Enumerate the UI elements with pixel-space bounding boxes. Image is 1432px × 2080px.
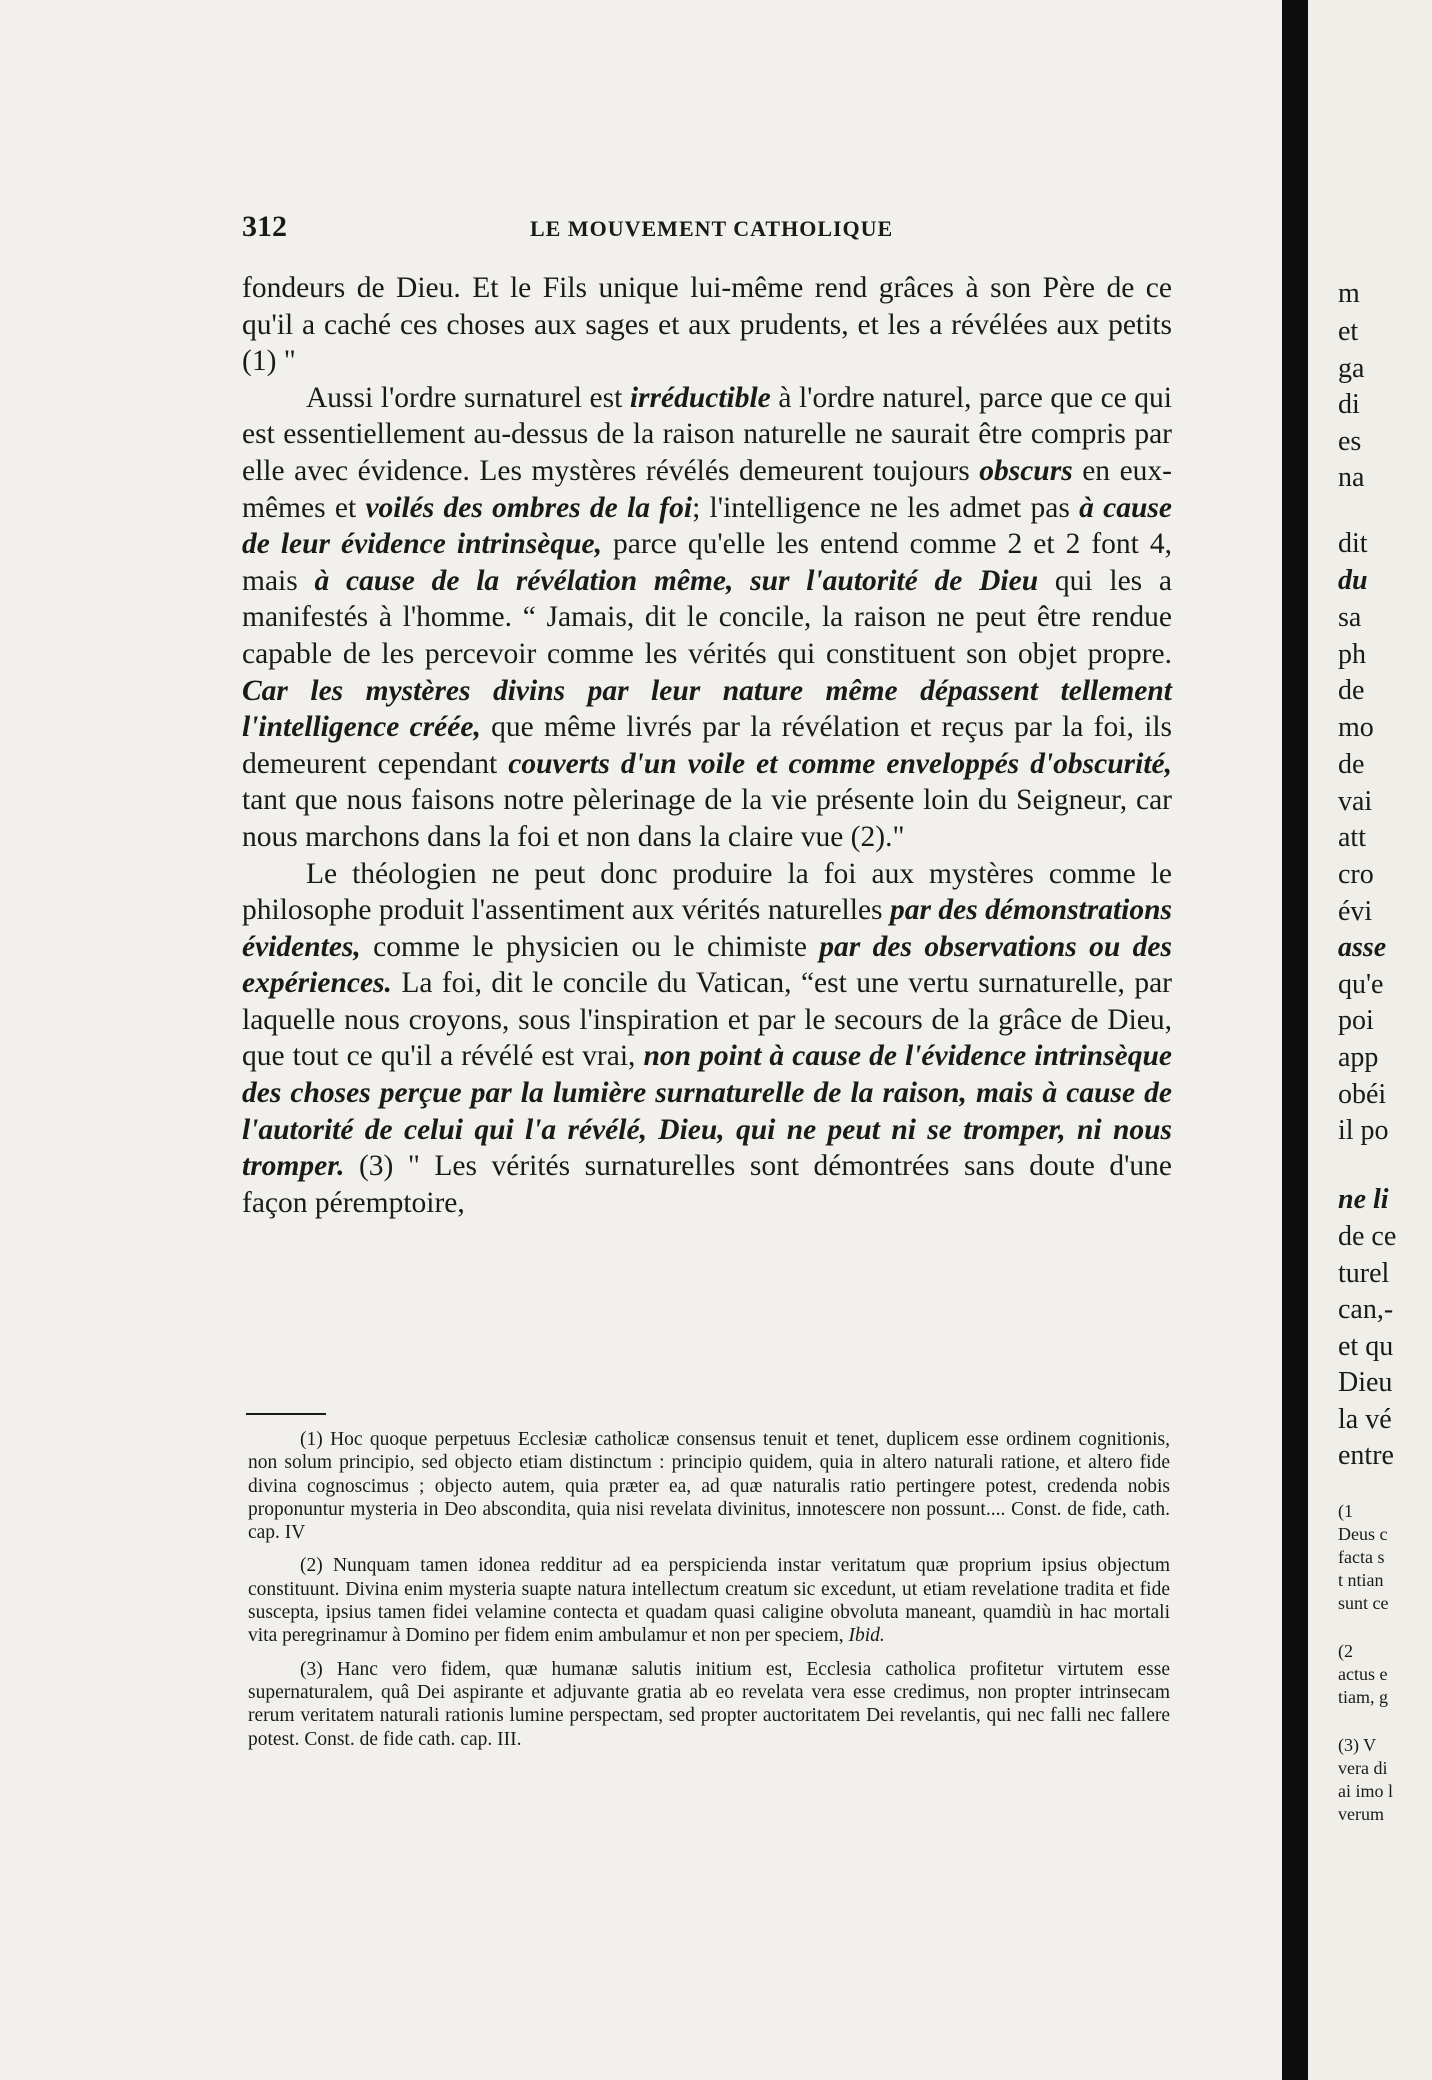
- facing-page-text-fragment: qu'e: [1338, 969, 1384, 1000]
- facing-page-text-fragment: vera di: [1338, 1758, 1388, 1778]
- facing-page-text-fragment: obéi: [1338, 1079, 1387, 1110]
- facing-page-text-fragment: ne li: [1338, 1184, 1389, 1215]
- text-run: que même livrés par la révélation et reçus par la foi, ils demeurent cependant: [242, 711, 1172, 780]
- paragraph-1: fondeurs de Dieu. Et le Fils unique lui-même rend grâces à son Père de ce qu'il a caché ces choses aux sages et aux prudents, et les a révélées aux petits (1) ": [242, 272, 1172, 378]
- facing-page-text-fragment: cro: [1338, 859, 1374, 890]
- facing-page-text-fragment: di: [1338, 389, 1360, 420]
- facing-page-text-fragment: Deus c: [1338, 1524, 1388, 1544]
- facing-page-text-fragment: vai: [1338, 786, 1373, 817]
- italic-run: Car les mystères divins par leur nature même dépassent tellement l'intelligence créée,: [242, 674, 1172, 744]
- facing-page-text-fragment: évi: [1338, 896, 1373, 927]
- text-run: à l'ordre naturel, parce que ce qui est essentiellement au-dessus de la raison naturelle ne saurait être compris par elle avec évidence. Les mystères révélés demeurent toujours: [242, 381, 1172, 487]
- facing-page-text-fragment: dit: [1338, 528, 1368, 559]
- italic-run: obscurs: [979, 454, 1073, 487]
- text-run: comme le physicien ou le chimiste: [360, 930, 820, 963]
- facing-page-text-fragment: poi: [1338, 1005, 1374, 1036]
- facing-page-text-fragment: de ce: [1338, 1221, 1397, 1252]
- facing-page-text-fragment: can,-: [1338, 1294, 1394, 1325]
- facing-page-text-fragment: Dieu: [1338, 1367, 1393, 1398]
- facing-page-text-fragment: de: [1338, 749, 1365, 780]
- text-run: tant que nous faisons notre pèlerinage de la vie présente loin du Seigneur, car nous marchons dans la foi et non dans la claire vue (2).": [242, 784, 1172, 853]
- body-text: [242, 270, 1172, 1221]
- facing-page-text-fragment: ga: [1338, 353, 1365, 384]
- facing-page-text-fragment: att: [1338, 822, 1366, 853]
- footnote-2-text: (2) Nunquam tamen idonea redditur ad ea perspicienda instar veritatum quæ proprium ipsius objectum constituunt. Divina enim mysteria suapte natura intellectum creatum sic excedunt, ut etiam revelatione tradita et fide suscepta, ipsius tamen fidei velamine contecta et quadam quasi caligine obvoluta maneant, quamdiù in hac mortali vita peregrinamur à Domino per fidem enim ambulamur et non per speciem,: [248, 1555, 1170, 1647]
- facing-page-text-fragment: t ntian: [1338, 1570, 1384, 1590]
- paragraph-3: [242, 856, 1172, 1222]
- facing-page-text-fragment: sunt ce: [1338, 1593, 1389, 1613]
- footnote-1: (1) Hoc quoque perpetuus Ecclesiæ catholicæ consensus tenuit et tenet, duplicem esse ordinem cognitionis, non solum principio, sed objecto etiam distinctum : principio quidem, quia in altero naturali ratione, et altero fide divina cognoscimus ; objecto autem, quia præter ea, ad quæ naturalis ratio pertingere potest, credenda nobis proponuntur mysteria in Deo abscondita, quia nisi revelata divinitus, innotescere non possunt.... Const. de fide, cath. cap. IV: [248, 1429, 1170, 1544]
- page-header: [242, 210, 1172, 250]
- footnotes: [248, 1428, 1170, 1761]
- facing-page-text-fragment: es: [1338, 426, 1362, 457]
- italic-run: par des observations ou des expériences.: [242, 930, 1172, 1000]
- facing-page-text-fragment: (3) V: [1338, 1735, 1377, 1755]
- text-run: (3) " Les vérités surnaturelles sont démontrées sans doute d'une façon péremptoire,: [242, 1150, 1172, 1219]
- facing-page-text-fragment: de: [1338, 675, 1365, 706]
- facing-page-text-fragment: verum: [1338, 1804, 1384, 1824]
- italic-run: non point à cause de l'évidence intrinsèque des choses perçue par la lumière surnaturelle de la raison, mais à cause de l'autorité de celui qui l'a révélé, Dieu, qui ne peut ni se tromper, ni nous tromper.: [242, 1040, 1172, 1183]
- facing-page-text-fragment: asse: [1338, 932, 1387, 963]
- facing-page-text-fragment: il po: [1338, 1115, 1389, 1146]
- page-number: 312: [242, 210, 287, 243]
- facing-page-text-fragment: (1: [1338, 1501, 1353, 1521]
- italic-run: à cause de la révélation même, sur l'autorité de Dieu: [314, 564, 1039, 597]
- facing-page-text-fragment: entre: [1338, 1440, 1394, 1471]
- paragraph-2: [242, 380, 1172, 856]
- text-run: parce qu'elle les entend comme 2 et 2 font 4, mais: [242, 528, 1173, 597]
- facing-page-text-fragment: et qu: [1338, 1331, 1394, 1362]
- facing-page-text-fragment: na: [1338, 462, 1365, 493]
- text-run: en eux-mêmes et: [242, 454, 1173, 524]
- facing-page-text-fragment: facta s: [1338, 1547, 1385, 1567]
- facing-page-text-fragment: m: [1338, 278, 1360, 309]
- facing-page-text-fragment: sa: [1338, 602, 1362, 633]
- text-run: Le théologien ne peut donc produire la foi aux mystères comme le philosophe produit l'assentiment aux vérités naturelles: [242, 857, 1172, 927]
- italic-run: irréductible: [629, 381, 771, 414]
- facing-page-text-fragment: actus e: [1338, 1664, 1388, 1684]
- running-head: LE MOUVEMENT CATHOLIQUE: [530, 216, 894, 241]
- footnote-2-ibid: Ibid.: [848, 1625, 885, 1647]
- italic-run: à cause de leur évidence intrinsèque,: [242, 491, 1173, 561]
- footnote-separator: [246, 1413, 326, 1415]
- facing-page-text-fragment: mo: [1338, 712, 1374, 743]
- text-run: qui les a manifestés à l'homme. “ Jamais, dit le concile, la raison ne peut être rendue capable de les percevoir comme les vérités qui constituent son objet propre.: [242, 564, 1173, 670]
- facing-page-text-fragment: (2: [1338, 1641, 1353, 1661]
- text-run: ; l'intelligence ne les admet pas: [692, 491, 1080, 524]
- facing-page-text-fragment: du: [1338, 565, 1368, 596]
- facing-page-text-fragment: la vé: [1338, 1404, 1392, 1435]
- footnote-3: (3) Hanc vero fidem, quæ humanæ salutis initium est, Ecclesia catholica profitetur virtutem esse supernaturalem, quâ Dei aspirante et adjuvante gratia ab eo revelata vera esse credimus, non propter intrinsecam rerum veritatem naturali rationis lumine perspectam, sed propter auctoritatem Dei revelantis, qui nec falli nec fallere potest. Const. de fide cath. cap. III.: [248, 1658, 1170, 1750]
- text-run: La foi, dit le concile du Vatican, “est une vertu surnaturelle, par laquelle nous croyons, sous l'inspiration et par le secours de la grâce de Dieu, que tout ce qu'il a révélé est vrai,: [242, 967, 1172, 1073]
- facing-page-text-fragment: ph: [1338, 639, 1366, 670]
- book-gutter: [1282, 0, 1308, 2080]
- facing-page-text-fragment: turel: [1338, 1258, 1390, 1289]
- facing-page-text-fragment: et: [1338, 316, 1359, 347]
- facing-page-edge: [1308, 0, 1432, 2080]
- facing-page-text-fragment: app: [1338, 1042, 1379, 1073]
- facing-page-text-fragment: tiam, g: [1338, 1687, 1388, 1707]
- italic-run: par des démonstrations évidentes,: [242, 894, 1172, 963]
- footnote-2: [248, 1554, 1170, 1647]
- facing-page-text-fragment: ai imo l: [1338, 1781, 1393, 1801]
- text-run: Aussi l'ordre surnaturel est: [306, 381, 630, 414]
- italic-run: couverts d'un voile et comme enveloppés d'obscurité,: [508, 747, 1172, 780]
- italic-run: voilés des ombres de la foi: [365, 491, 693, 524]
